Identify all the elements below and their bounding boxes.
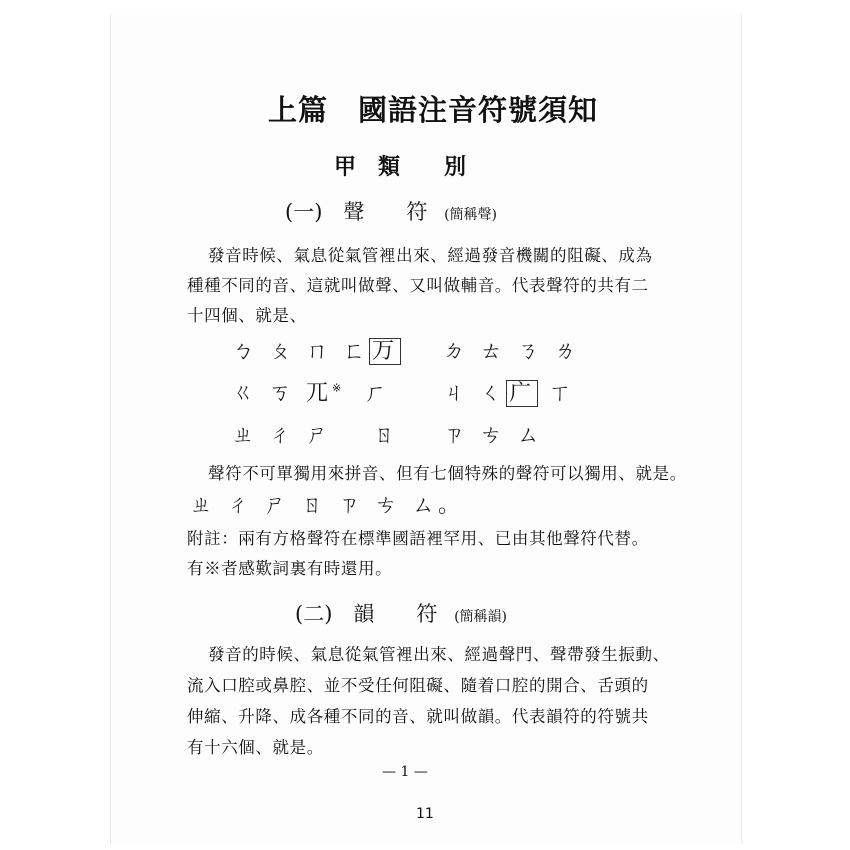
symbol-r: ㄖ <box>373 423 400 448</box>
special-initials-symbols: ㄓ ㄔ ㄕ ㄖ ㄗ ㄘ ㄙ。 <box>190 493 464 518</box>
initials-group-4: ㄓ ㄔ ㄕ <box>232 423 332 448</box>
section1-para-line-3: 十四個、就是、 <box>187 306 307 325</box>
symbol-row-2-right <box>443 376 575 407</box>
symbol-row-2-left <box>232 376 390 407</box>
category-heading: 甲 類 別 <box>334 154 467 180</box>
symbol-row-1-left <box>232 334 401 365</box>
section1-para-line-1: 發音時候、氣息從氣管裡出來、經過發音機關的阻礙、成為 <box>208 246 653 265</box>
symbol-row-3-right: ㄗ ㄘ ㄙ <box>443 423 543 448</box>
scan-page-number: 11 <box>416 806 434 822</box>
section2-title: (二) 韻 符 <box>295 602 438 626</box>
initials-group-2: ㄍ ㄎ ㄫ <box>232 381 332 406</box>
boxed-symbol-v: ㄪ <box>369 338 401 365</box>
section1-heading <box>285 196 497 226</box>
symbol-x: ㄒ <box>549 381 576 406</box>
section2-para-line-1: 發音的時候、氣息從氣管裡出來、經過聲門、聲帶發生振動、 <box>208 645 670 664</box>
section1-note: (簡稱聲) <box>444 207 498 223</box>
section2-note: (簡稱韻) <box>454 609 508 625</box>
reference-mark: ※ <box>332 381 346 395</box>
section2-para-line-4: 有十六個、就是。 <box>187 738 324 757</box>
symbol-row-3-left <box>232 418 399 449</box>
symbol-row-1-right: ㄉ ㄊ ㄋ ㄌ <box>443 339 580 364</box>
boxed-symbol-gn: ㄬ <box>506 380 538 407</box>
initials-group-3: ㄐ ㄑ <box>443 381 506 406</box>
section1-title: (一) 聲 符 <box>285 200 428 224</box>
footnote-line-1: 附註：兩有方格聲符在標準國語裡罕用、已由其他聲符代替。 <box>187 529 649 548</box>
initials-group-1: ㄅ ㄆ ㄇ ㄈ <box>232 339 369 364</box>
page-number: — 1 — <box>382 764 428 780</box>
footnote-line-2: 有※者感歎詞裏有時還用。 <box>187 559 393 578</box>
section2-para-line-2: 流入口腔或鼻腔、並不受任何阻礙、隨着口腔的開合、舌頭的 <box>187 676 649 695</box>
special-initials-line: 聲符不可單獨用來拼音、但有七個特殊的聲符可以獨用、就是。 <box>208 464 687 483</box>
section1-para-line-2: 種種不同的音、這就叫做聲、又叫做輔音。代表聲符的共有二 <box>187 276 649 295</box>
page-title: 上篇 國語注音符號須知 <box>268 93 599 127</box>
section2-para-line-3: 伸縮、升降、成各種不同的音、就叫做韻。代表韻符的符號共 <box>187 707 649 726</box>
section2-heading <box>295 598 507 628</box>
symbol-h: ㄏ <box>364 381 391 406</box>
